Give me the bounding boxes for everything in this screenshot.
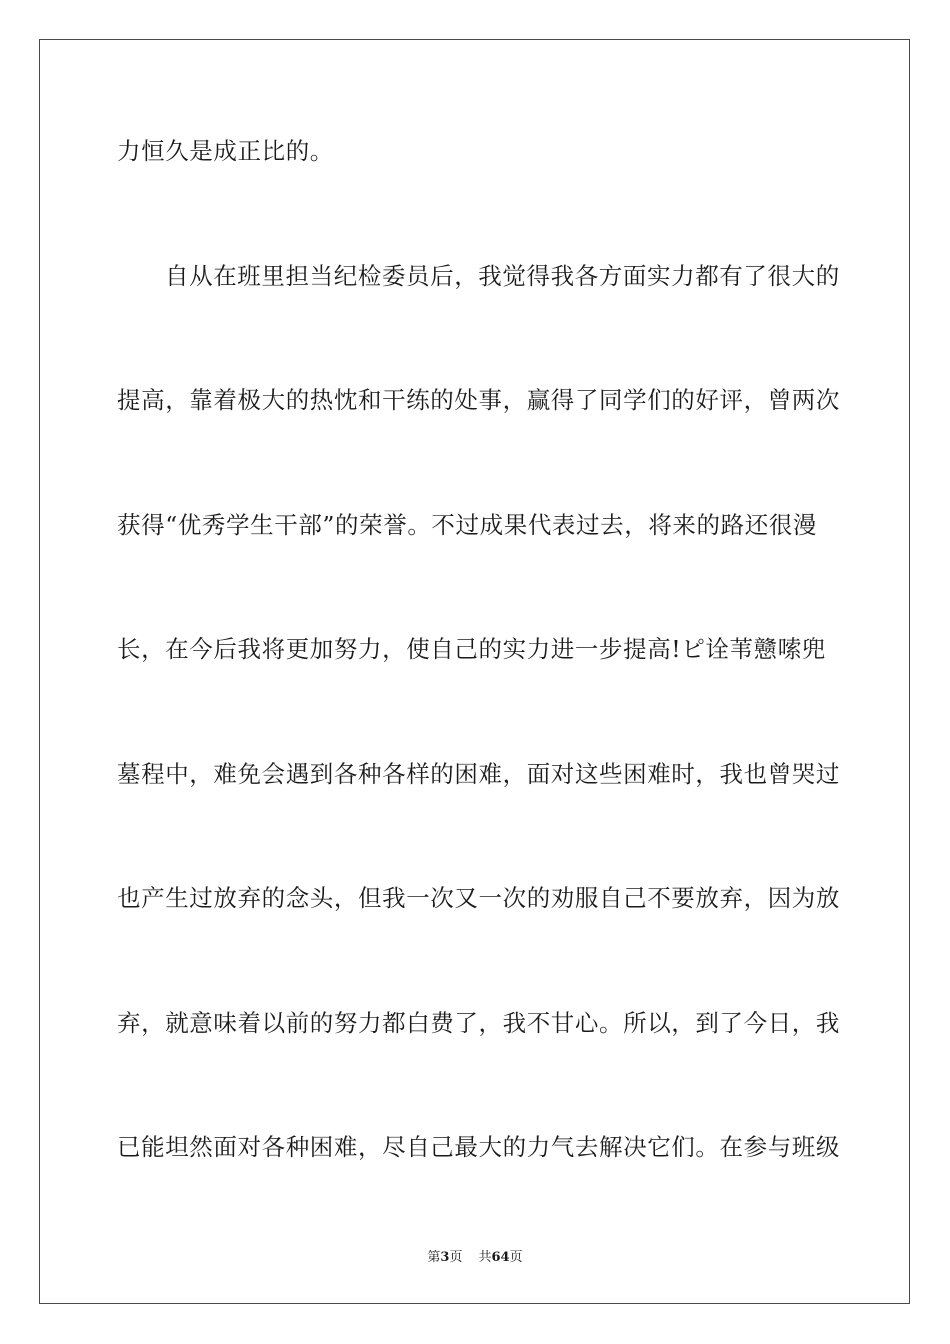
text-line-9: 已能坦然面对各种困难，尽自己最大的力气去解决它们。在参与班级 xyxy=(117,1133,840,1161)
text-line-7: 也产生过放弃的念头，但我一次又一次的劝服自己不要放弃，因为放 xyxy=(117,884,840,912)
text-line-4: 获得“优秀学生干部”的荣誉。不过成果代表过去，将来的路还很漫 xyxy=(117,511,818,539)
text-line-3: 提高，靠着极大的热忱和干练的处事，赢得了同学们的好评，曾两次 xyxy=(117,386,840,414)
total-suffix: 页 xyxy=(509,1250,523,1265)
text-line-6: 墓程中，难免会遇到各种各样的困难，面对这些困难时，我也曾哭过 xyxy=(117,760,840,788)
page-number: 3 xyxy=(440,1250,450,1265)
text-line-2: 自从在班里担当纪检委员后，我觉得我各方面实力都有了很大的 xyxy=(165,262,840,290)
page-border xyxy=(39,39,910,1304)
page-footer xyxy=(0,1250,950,1266)
text-line-5: 长，在今后我将更加努力，使自己的实力进一步提高!ピ诠苇戆嗦兜 xyxy=(117,635,826,663)
page-prefix: 第 xyxy=(427,1250,441,1265)
text-line-1: 力恒久是成正比的。 xyxy=(117,137,334,165)
total-pages: 64 xyxy=(491,1250,510,1265)
text-line-8: 弃，就意味着以前的努力都白费了，我不甘心。所以，到了今日，我 xyxy=(117,1009,840,1037)
total-prefix: 共 xyxy=(478,1250,492,1265)
page-suffix: 页 xyxy=(449,1250,463,1265)
